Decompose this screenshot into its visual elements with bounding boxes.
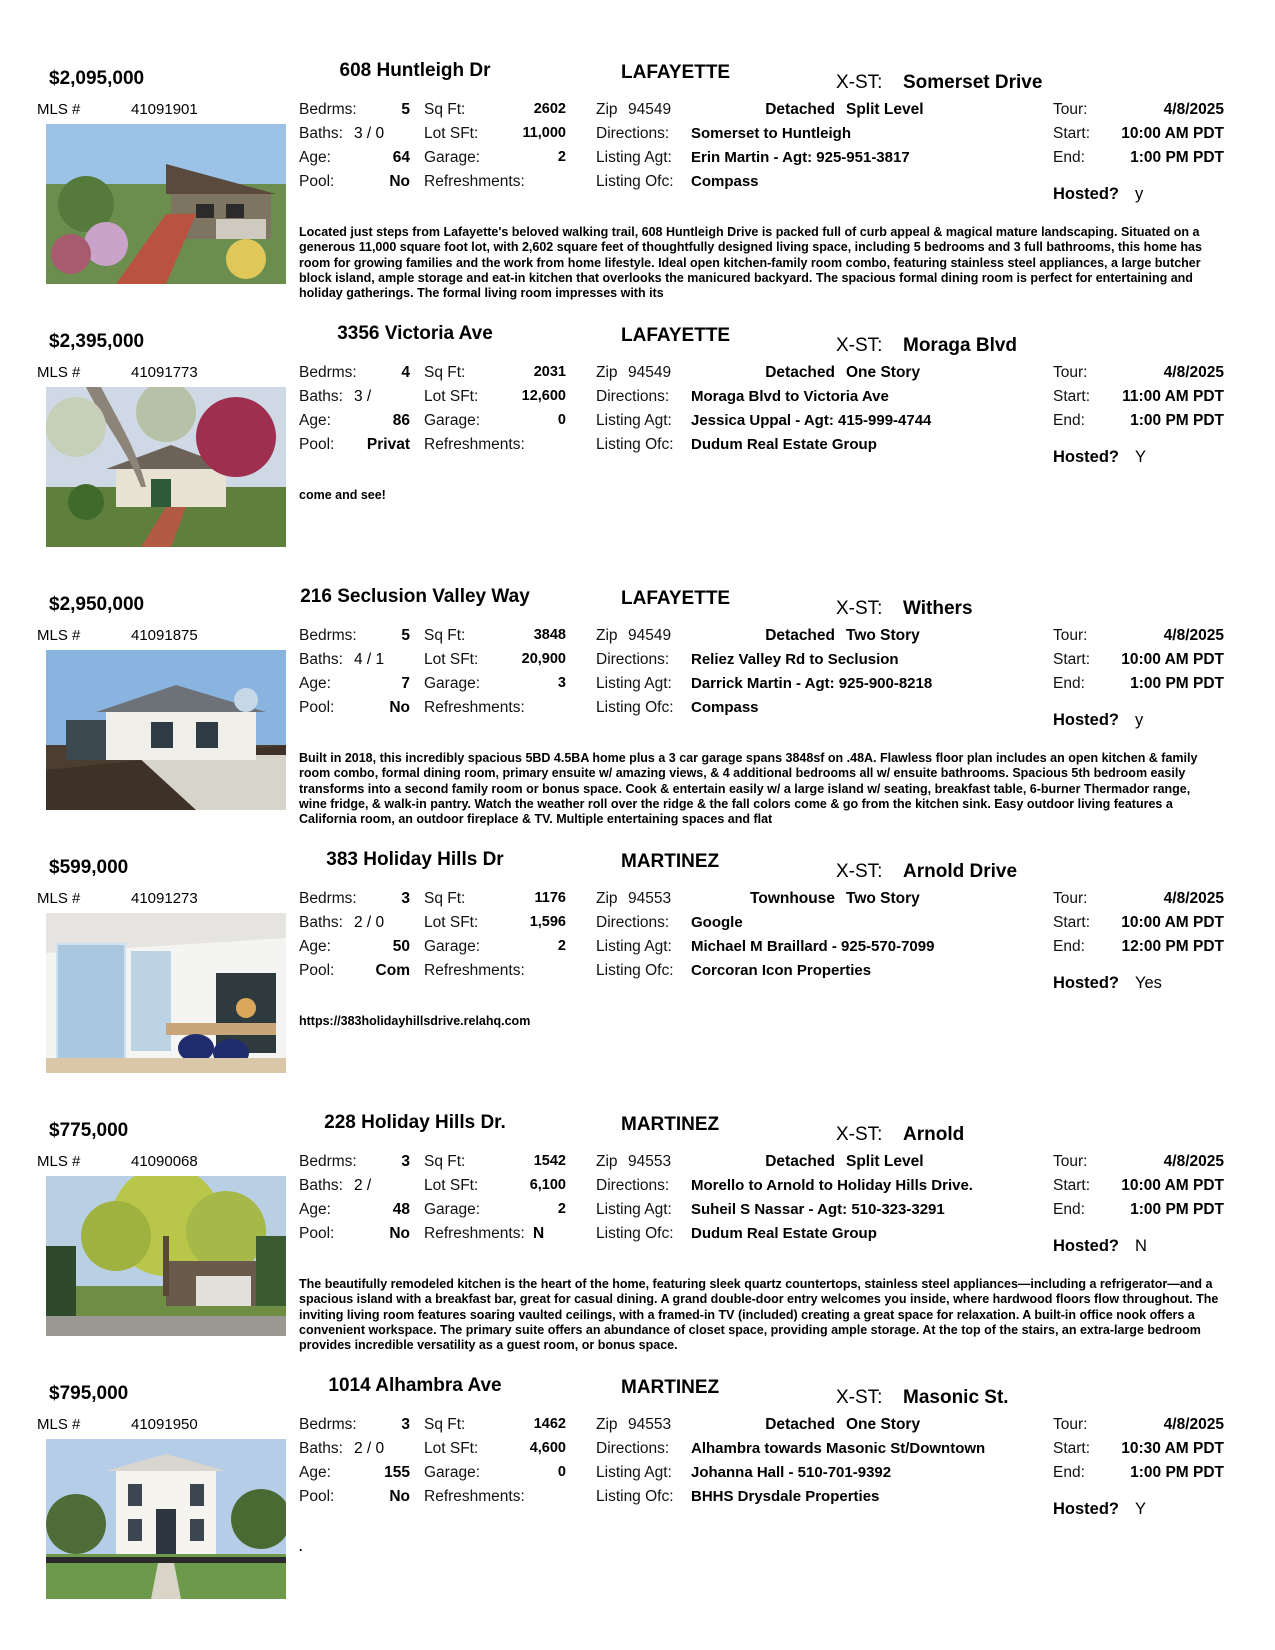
property-style: Two Story [846,627,920,644]
tour-date: 4/8/2025 [1163,1153,1224,1170]
zip-value: 94549 [628,627,672,644]
zip-value: 94549 [628,101,672,118]
directions-value: Morello to Arnold to Holiday Hills Drive. [691,1177,973,1194]
age-value: 7 [401,675,410,692]
listing-office-label: Listing Ofc: [596,173,674,190]
age-value: 86 [392,412,410,429]
sqft-label: Sq Ft: [424,1153,466,1170]
property-style: Split Level [846,101,924,118]
listing-card [0,849,1275,1111]
tour-label: Tour: [1053,1416,1088,1433]
pool-label: Pool: [299,699,335,716]
listing-office-label: Listing Ofc: [596,1225,674,1242]
baths-label: Baths: [299,1177,343,1194]
garage-label: Garage: [424,1201,481,1218]
property-style: One Story [846,364,921,381]
listing-address[interactable]: 608 Huntleigh Dr [339,60,491,81]
pool-value: Com [375,962,410,979]
lot-sft-value: 11,000 [522,125,566,141]
hosted-label: Hosted? [1053,448,1119,466]
listing-card [0,586,1275,848]
cross-street-label: X-ST: [836,335,883,356]
hosted-label: Hosted? [1053,1237,1119,1255]
end-label: End: [1053,1201,1085,1218]
listing-address[interactable]: 3356 Victoria Ave [337,323,493,344]
zip-value: 94549 [628,364,672,381]
listing-card [0,1375,1275,1637]
listing-price: $795,000 [49,1383,129,1404]
tour-date: 4/8/2025 [1163,101,1224,118]
directions-label: Directions: [596,125,670,142]
baths-label: Baths: [299,388,343,405]
mls-label: MLS # [37,101,81,118]
baths-value: 4 / 1 [354,651,385,668]
listing-city: MARTINEZ [621,1114,720,1135]
age-value: 50 [392,938,410,955]
baths-value: 2 / [354,1177,372,1194]
listing-price: $2,395,000 [49,331,145,352]
cross-street-value: Withers [903,598,973,619]
start-time: 11:00 AM PDT [1122,388,1224,405]
listing-agent-label: Listing Agt: [596,1464,672,1481]
garage-label: Garage: [424,675,481,692]
refreshments-label: Refreshments: [424,1488,525,1505]
listing-office-value: BHHS Drysdale Properties [691,1488,880,1505]
lot-sft-label: Lot SFt: [424,125,479,142]
listing-agent-label: Listing Agt: [596,1201,672,1218]
listing-description: Built in 2018, this incredibly spacious 5BD 4.5BA home plus a 3 car garage spans 3848sf on .48A. Flawless floor plan includes an open kitchen & family room combo, formal dining room, primary ensuite w/ amazing views, & 4 additional bedrooms all w/ ensuite bathrooms. Spacious 5th bedroom easily transforms into a second family room or bonus space. Cook & entertain easily w/ a large island w/ seating, breakfast table, 6-burner Thermador range, wine fridge, & walk-in pantry. Watch the weather roll over the ridge & the fall colors come & go from the kitchen sink. Easy outdoor living features a California room, an outdoor fireplace & TV. Multiple entertaining spaces and flat [299,751,1198,827]
property-type: Detached [765,627,835,644]
zip-value: 94553 [628,890,672,907]
zip-value: 94553 [628,1416,672,1433]
listing-office-value: Dudum Real Estate Group [691,1225,877,1242]
directions-value: Reliez Valley Rd to Seclusion [691,651,899,668]
mls-label: MLS # [37,890,81,907]
start-label: Start: [1053,651,1091,668]
cross-street-label: X-ST: [836,861,883,882]
directions-value: Google [691,914,743,931]
listing-description: The beautifully remodeled kitchen is the heart of the home, featuring sleek quartz countertops, stainless steel appliances—including a refrigerator—and a spacious island with a breakfast bar, great for casual dining. A grand double-door entry welcomes you inside, where hardwood floors flow throughout. The inviting living room features soaring vaulted ceilings, with a framed-in TV (included) creating a great space for relaxation. A built-in office nook offers a convenient workspace. The primary suite offers an abundance of closet space, providing ample storage. At the top of the stairs, an extra-large bedroom provides incredible versatility as a guest room, or bonus space. [299,1277,1219,1353]
tour-label: Tour: [1053,627,1088,644]
listing-office-value: Corcoran Icon Properties [691,962,872,979]
listing-description: . [299,1540,303,1554]
hosted-label: Hosted? [1053,185,1119,203]
directions-label: Directions: [596,1440,670,1457]
zip-label: Zip [596,101,618,118]
end-time: 1:00 PM PDT [1130,1464,1224,1481]
cross-street-value: Arnold [903,1124,965,1145]
start-time: 10:00 AM PDT [1121,651,1224,668]
tour-label: Tour: [1053,1153,1088,1170]
garage-value: 0 [557,412,566,428]
listing-office-label: Listing Ofc: [596,962,674,979]
tour-label: Tour: [1053,101,1088,118]
bedrms-value: 3 [401,890,410,907]
directions-label: Directions: [596,1177,670,1194]
sqft-value: 3848 [533,627,566,643]
listing-photo[interactable] [46,124,286,284]
start-label: Start: [1053,1440,1091,1457]
tour-date: 4/8/2025 [1163,627,1224,644]
hosted-value: N [1135,1237,1147,1255]
listing-agent-value[interactable]: Johanna Hall - 510-701-9392 [691,1464,892,1481]
bedrms-value: 5 [401,101,410,118]
listing-office-label: Listing Ofc: [596,699,674,716]
listing-office-value: Compass [691,699,759,716]
zip-value: 94553 [628,1153,672,1170]
end-time: 1:00 PM PDT [1130,675,1224,692]
directions-label: Directions: [596,651,670,668]
listing-address[interactable]: 1014 Alhambra Ave [328,1375,502,1396]
cross-street-value: Moraga Blvd [903,335,1018,356]
lot-sft-value: 6,100 [529,1177,566,1193]
sqft-label: Sq Ft: [424,890,466,907]
listing-description: https://383holidayhillsdrive.relahq.com [299,1014,531,1028]
baths-value: 3 / [354,388,372,405]
cross-street-label: X-ST: [836,598,883,619]
age-value: 64 [392,149,410,166]
baths-value: 2 / 0 [354,914,385,931]
pool-label: Pool: [299,1225,335,1242]
cross-street-label: X-ST: [836,1387,883,1408]
bedrms-label: Bedrms: [299,1153,357,1170]
listing-city: LAFAYETTE [621,325,731,346]
zip-label: Zip [596,1153,618,1170]
listing-address[interactable]: 228 Holiday Hills Dr. [324,1112,506,1133]
end-label: End: [1053,938,1085,955]
pool-value: Privat [366,436,410,453]
listing-office-label: Listing Ofc: [596,1488,674,1505]
pool-value: No [389,1225,410,1242]
pool-label: Pool: [299,1488,335,1505]
mls-number[interactable]: 41091773 [131,364,198,381]
start-label: Start: [1053,125,1091,142]
listing-office-value: Compass [691,173,759,190]
property-type: Detached [765,364,835,381]
property-style: Two Story [846,890,920,907]
bedrms-value: 3 [401,1153,410,1170]
sqft-value: 1176 [534,890,566,906]
listing-city: LAFAYETTE [621,62,731,83]
mls-label: MLS # [37,1153,81,1170]
garage-value: 0 [557,1464,566,1480]
refreshments-label: Refreshments: [424,436,525,453]
garage-label: Garage: [424,149,481,166]
bedrms-label: Bedrms: [299,101,357,118]
directions-value: Somerset to Huntleigh [691,125,852,142]
end-time: 12:00 PM PDT [1121,938,1224,955]
start-label: Start: [1053,1177,1091,1194]
start-time: 10:00 AM PDT [1121,914,1224,931]
pool-label: Pool: [299,962,335,979]
sqft-label: Sq Ft: [424,627,466,644]
listing-agent-value[interactable]: Erin Martin - Agt: 925-951-3817 [691,149,910,166]
garage-value: 2 [557,1201,566,1217]
pool-value: No [389,1488,410,1505]
pool-value: No [389,173,410,190]
pool-value: No [389,699,410,716]
cross-street-label: X-ST: [836,72,883,93]
property-type: Detached [765,1416,835,1433]
cross-street-label: X-ST: [836,1124,883,1145]
listing-photo[interactable] [46,913,286,1073]
age-value: 48 [392,1201,410,1218]
hosted-value: Y [1135,448,1147,466]
listing-price: $2,950,000 [49,594,145,615]
sqft-label: Sq Ft: [424,364,466,381]
lot-sft-label: Lot SFt: [424,388,479,405]
listing-description: Located just steps from Lafayette's beloved walking trail, 608 Huntleigh Drive is packed full of curb appeal & magical mature landscaping. Situated on a generous 11,000 square foot lot, with 2,602 square feet of thoughtfully designed living space, including 5 bedrooms and 3 full bathrooms, this home has room for growing families and the work from home lifestyle. Ideal open kitchen-family room combo, featuring stainless steel appliances, a large butcher block island, ample storage and eat-in kitchen that overlooks the manicured backyard. The spacious formal dining room is perfect for entertaining and holiday gatherings. The formal living room impresses with its [299,225,1202,301]
baths-label: Baths: [299,914,343,931]
garage-label: Garage: [424,1464,481,1481]
lot-sft-value: 20,900 [521,651,566,667]
start-time: 10:30 AM PDT [1121,1440,1224,1457]
end-time: 1:00 PM PDT [1130,149,1224,166]
listing-photo[interactable] [46,387,286,547]
mls-number[interactable]: 41091875 [131,627,198,644]
listing-agent-label: Listing Agt: [596,149,672,166]
mls-number[interactable]: 41091273 [131,890,198,907]
cross-street-value: Masonic St. [903,1387,1009,1408]
baths-label: Baths: [299,125,343,142]
listing-office-value: Dudum Real Estate Group [691,436,877,453]
sqft-value: 2602 [533,101,566,117]
end-label: End: [1053,1464,1085,1481]
garage-value: 3 [557,675,566,691]
property-type: Detached [765,1153,835,1170]
hosted-value: y [1135,711,1144,729]
listing-agent-value[interactable]: Darrick Martin - Agt: 925-900-8218 [691,675,933,692]
lot-sft-value: 4,600 [529,1440,566,1456]
hosted-label: Hosted? [1053,974,1119,992]
age-label: Age: [299,412,331,429]
baths-value: 3 / 0 [354,125,385,142]
zip-label: Zip [596,890,618,907]
listing-city: MARTINEZ [621,851,720,872]
hosted-value: y [1135,185,1144,203]
listing-photo[interactable] [46,1176,286,1336]
zip-label: Zip [596,1416,618,1433]
bedrms-label: Bedrms: [299,627,357,644]
property-type: Detached [765,101,835,118]
sqft-label: Sq Ft: [424,101,466,118]
garage-label: Garage: [424,412,481,429]
cross-street-value: Arnold Drive [903,861,1018,882]
end-label: End: [1053,675,1085,692]
mls-label: MLS # [37,1416,81,1433]
garage-label: Garage: [424,938,481,955]
hosted-value: Y [1135,1500,1147,1518]
mls-label: MLS # [37,364,81,381]
listing-agent-label: Listing Agt: [596,412,672,429]
mls-number[interactable]: 41091950 [131,1416,198,1433]
directions-label: Directions: [596,914,670,931]
listing-city: MARTINEZ [621,1377,720,1398]
refreshments-label: Refreshments: [424,962,525,979]
hosted-label: Hosted? [1053,1500,1119,1518]
property-type: Townhouse [750,890,835,907]
mls-label: MLS # [37,627,81,644]
listing-photo[interactable] [46,1439,286,1599]
listing-description: come and see! [299,488,386,502]
garage-value: 2 [557,149,566,165]
listing-price: $775,000 [49,1120,129,1141]
sqft-value: 2031 [533,364,566,380]
listing-agent-value[interactable]: Michael M Braillard - 925-570-7099 [691,938,935,955]
tour-date: 4/8/2025 [1163,890,1224,907]
lot-sft-value: 12,600 [521,388,566,404]
pool-label: Pool: [299,173,335,190]
lot-sft-label: Lot SFt: [424,1440,479,1457]
end-label: End: [1053,149,1085,166]
lot-sft-label: Lot SFt: [424,914,479,931]
bedrms-label: Bedrms: [299,364,357,381]
bedrms-value: 3 [401,1416,410,1433]
mls-number[interactable]: 41090068 [131,1153,198,1170]
sqft-value: 1462 [533,1416,566,1432]
tour-label: Tour: [1053,364,1088,381]
zip-label: Zip [596,364,618,381]
lot-sft-value: 1,596 [529,914,566,930]
end-label: End: [1053,412,1085,429]
baths-label: Baths: [299,1440,343,1457]
refreshments-label: Refreshments: [424,173,525,190]
lot-sft-label: Lot SFt: [424,651,479,668]
listing-address[interactable]: 216 Seclusion Valley Way [300,586,530,607]
hosted-value: Yes [1135,974,1162,992]
age-label: Age: [299,938,331,955]
tour-date: 4/8/2025 [1163,1416,1224,1433]
listing-office-label: Listing Ofc: [596,436,674,453]
end-time: 1:00 PM PDT [1130,412,1224,429]
age-label: Age: [299,1201,331,1218]
property-style: One Story [846,1416,921,1433]
hosted-label: Hosted? [1053,711,1119,729]
refreshments-label: Refreshments: [424,1225,525,1242]
baths-label: Baths: [299,651,343,668]
listing-photo[interactable] [46,650,286,810]
listing-agent-label: Listing Agt: [596,938,672,955]
lot-sft-label: Lot SFt: [424,1177,479,1194]
pool-label: Pool: [299,436,335,453]
refreshments-value: N [533,1225,545,1242]
listing-card [0,60,1275,322]
listing-card [0,323,1275,585]
directions-label: Directions: [596,388,670,405]
listing-city: LAFAYETTE [621,588,731,609]
garage-value: 2 [557,938,566,954]
age-label: Age: [299,149,331,166]
zip-label: Zip [596,627,618,644]
end-time: 1:00 PM PDT [1130,1201,1224,1218]
property-style: Split Level [846,1153,924,1170]
directions-value: Moraga Blvd to Victoria Ave [691,388,889,405]
listing-card [0,1112,1275,1374]
bedrms-label: Bedrms: [299,1416,357,1433]
sqft-value: 1542 [533,1153,566,1169]
bedrms-value: 5 [401,627,410,644]
listing-agent-value[interactable]: Suheil S Nassar - Agt: 510-323-3291 [691,1201,945,1218]
refreshments-label: Refreshments: [424,699,525,716]
start-label: Start: [1053,388,1091,405]
start-time: 10:00 AM PDT [1121,1177,1224,1194]
age-label: Age: [299,1464,331,1481]
listing-price: $599,000 [49,857,129,878]
baths-value: 2 / 0 [354,1440,385,1457]
sqft-label: Sq Ft: [424,1416,466,1433]
age-value: 155 [384,1464,410,1481]
tour-date: 4/8/2025 [1163,364,1224,381]
bedrms-value: 4 [401,364,410,381]
listing-agent-label: Listing Agt: [596,675,672,692]
cross-street-value: Somerset Drive [903,72,1043,93]
age-label: Age: [299,675,331,692]
listing-address[interactable]: 383 Holiday Hills Dr [326,849,504,870]
mls-number[interactable]: 41091901 [131,101,198,118]
directions-value: Alhambra towards Masonic St/Downtown [691,1440,986,1457]
listing-price: $2,095,000 [49,68,145,89]
tour-label: Tour: [1053,890,1088,907]
bedrms-label: Bedrms: [299,890,357,907]
start-time: 10:00 AM PDT [1121,125,1224,142]
listing-agent-value[interactable]: Jessica Uppal - Agt: 415-999-4744 [691,412,932,429]
start-label: Start: [1053,914,1091,931]
